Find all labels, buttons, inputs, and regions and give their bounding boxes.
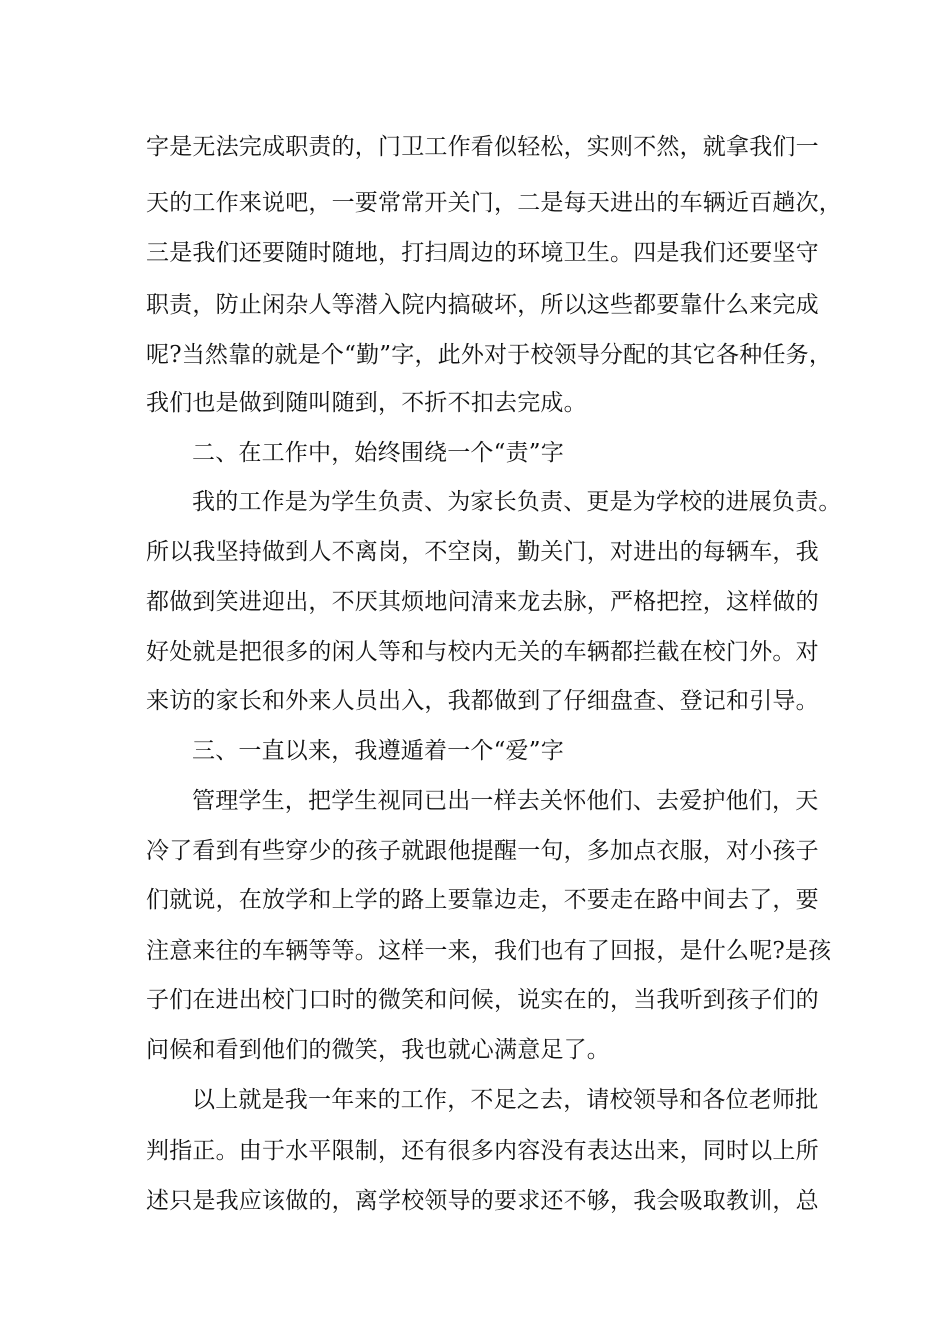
paragraph-line: 以上就是我一年来的工作，不足之去，请校领导和各位老师批 xyxy=(192,1087,819,1113)
paragraph-line: 我们也是做到随叫随到，不折不扣去完成。 xyxy=(146,390,587,416)
paragraph-line: 注意来往的车辆等等。这样一来，我们也有了回报，是什么呢?是孩 xyxy=(146,938,832,964)
paragraph-line: 管理学生，把学生视同已出一样去关怀他们、去爱护他们，天 xyxy=(192,788,819,814)
paragraph-line: 都做到笑进迎出，不厌其烦地问清来龙去脉，严格把控，这样做的 xyxy=(146,589,819,615)
paragraph-line: 冷了看到有些穿少的孩子就跟他提醒一句，多加点衣服，对小孩子 xyxy=(146,838,819,864)
paragraph-line: 好处就是把很多的闲人等和与校内无关的车辆都拦截在校门外。对 xyxy=(146,639,819,665)
paragraph-line: 们就说，在放学和上学的路上要靠边走，不要走在路中间去了，要 xyxy=(146,887,819,913)
paragraph-line: 所以我坚持做到人不离岗，不空岗，勤关门，对进出的每辆车，我 xyxy=(146,539,819,565)
paragraph-line: 来访的家长和外来人员出入，我都做到了仔细盘查、登记和引导。 xyxy=(146,688,819,714)
paragraph-line: 呢?当然靠的就是个“勤”字，此外对于校领导分配的其它各种任务， xyxy=(146,342,833,368)
paragraph-line: 问候和看到他们的微笑，我也就心满意足了。 xyxy=(146,1037,610,1063)
paragraph-line: 我的工作是为学生负责、为家长负责、更是为学校的进展负责。 xyxy=(192,489,842,515)
section-heading: 二、在工作中，始终围绕一个“责”字 xyxy=(192,440,564,466)
paragraph-line: 子们在进出校门口时的微笑和问候，说实在的，当我听到孩子们的 xyxy=(146,987,819,1013)
paragraph-line: 天的工作来说吧，一要常常开关门，二是每天进出的车辆近百趟次， xyxy=(146,190,842,216)
paragraph-line: 职责，防止闲杂人等潜入院内搞破坏，所以这些都要靠什么来完成 xyxy=(146,292,819,318)
paragraph-line: 述只是我应该做的，离学校领导的要求还不够，我会吸取教训，总 xyxy=(146,1188,819,1214)
section-heading: 三、一直以来，我遵遁着一个“爱”字 xyxy=(192,738,564,764)
paragraph-line: 字是无法完成职责的，门卫工作看似轻松，实则不然，就拿我们一 xyxy=(146,134,819,160)
paragraph-line: 三是我们还要随时随地，打扫周边的环境卫生。四是我们还要坚守 xyxy=(146,240,819,266)
paragraph-line: 判指正。由于水平限制，还有很多内容没有表达出来，同时以上所 xyxy=(146,1138,819,1164)
